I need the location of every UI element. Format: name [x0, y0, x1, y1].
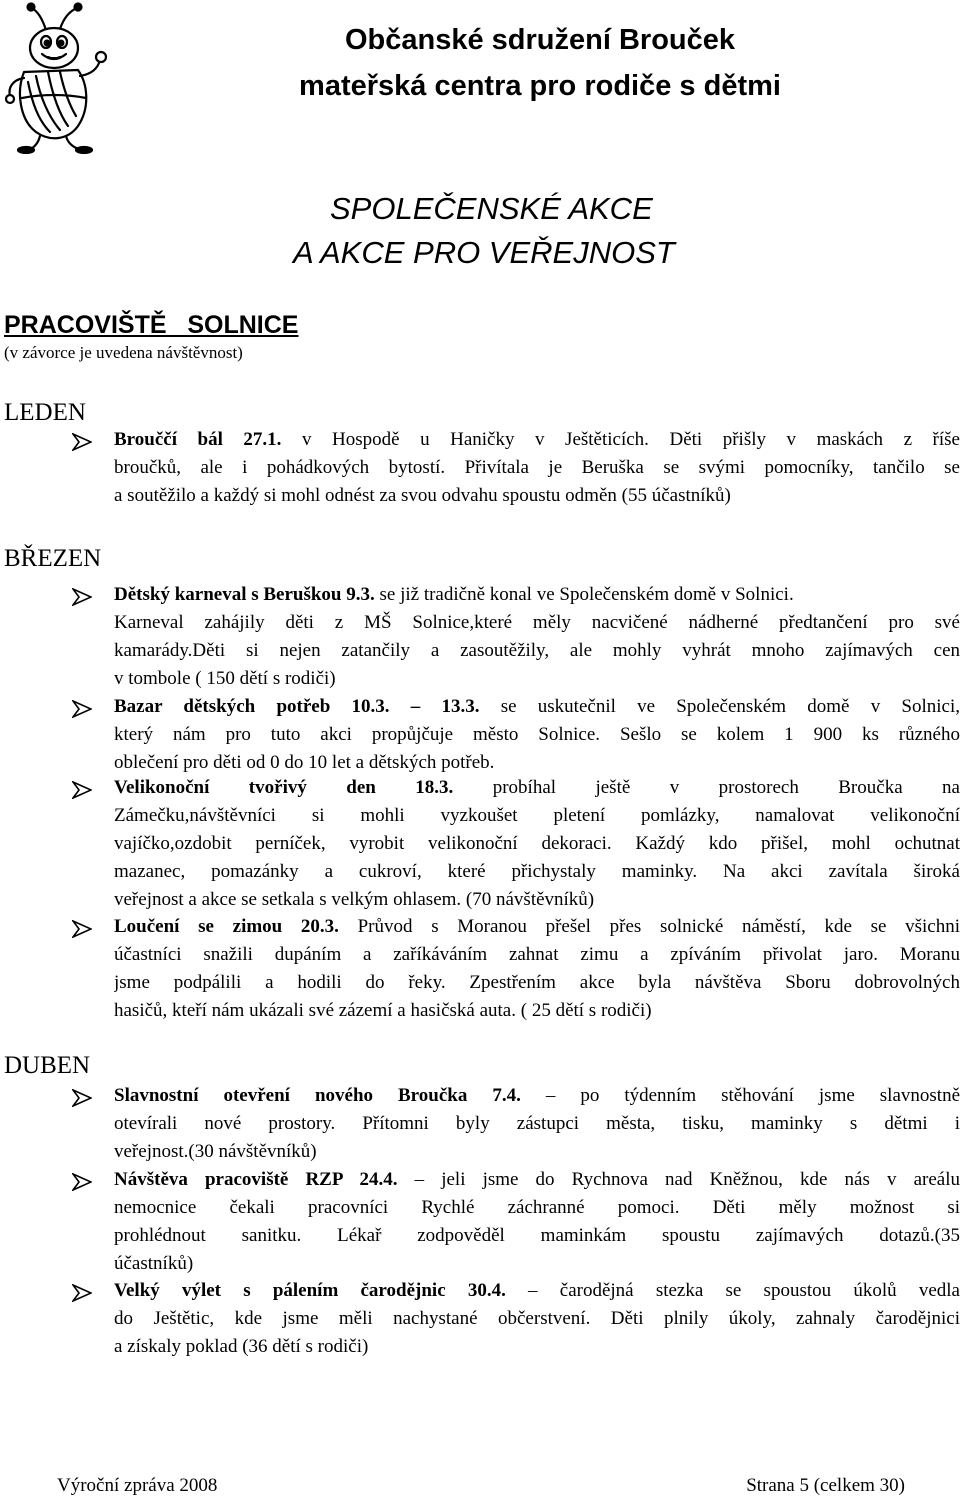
organization-name: Občanské sdružení Brouček	[344, 24, 736, 56]
event-line: Karneval zahájily děti z MŠ Solnice,které měly nacvičené nádherné předtančení pro své	[114, 612, 960, 633]
arrow-bullet-icon	[72, 433, 92, 451]
event-line: do Ještětic, kde jsme měli nachystané občerstvení. Děti plnily úkoly, zahnaly čarodějnici	[114, 1308, 960, 1329]
arrow-bullet-icon	[72, 588, 92, 606]
event-line: účastníků)	[114, 1253, 194, 1274]
month-heading-duben: DUBEN	[4, 1052, 91, 1079]
event-line: který nám pro tuto akci propůjčuje město Solnice. Sešlo se kolem 1 900 ks různého	[114, 724, 960, 745]
event-item-velikonocni	[72, 774, 960, 914]
footer-report-title: Výroční zpráva 2008	[57, 1475, 218, 1496]
event-item-karneval	[72, 581, 960, 693]
arrow-bullet-icon	[72, 1089, 92, 1107]
event-line: hasičů, kteří nám ukázali své zázemí a hasičská auta. ( 25 dětí s rodiči)	[114, 1000, 652, 1021]
event-item-bazar	[72, 693, 960, 777]
arrow-bullet-icon	[72, 1173, 92, 1191]
page-title-line1: SPOLEČENSKÉ AKCE	[330, 191, 653, 226]
event-line: a soutěžilo a každý si mohl odnést za svou odvahu spoustu odměn (55 účastníků)	[114, 485, 731, 506]
event-item-rzp	[72, 1166, 960, 1278]
page-title-line2: A AKCE PRO VEŘEJNOST	[293, 235, 675, 270]
footer-page-number: Strana 5 (celkem 30)	[746, 1475, 905, 1496]
event-line: účastníci snažili dupáním a zaříkáváním zahnat zimu a zpíváním přivolat jaro. Moranu	[114, 944, 960, 965]
event-line: Velký výlet s pálením čarodějnic 30.4. – čarodějná stezka se spoustou úkolů vedla	[114, 1280, 960, 1301]
month-heading-brezen: BŘEZEN	[4, 545, 102, 572]
event-line: Bazar dětských potřeb 10.3. – 13.3. se uskutečnil ve Společenském domě v Solnici,	[114, 696, 960, 717]
event-item-otevreni	[72, 1082, 960, 1166]
event-line: nemocnice čekali pracovníci Rychlé záchranné pomoci. Děti měly možnost si	[114, 1197, 960, 1218]
event-line: Návštěva pracoviště RZP 24.4. – jeli jsme do Rychnova nad Kněžnou, kde nás v areálu	[114, 1169, 960, 1190]
event-line: a získaly poklad (36 dětí s rodiči)	[114, 1336, 369, 1357]
month-heading-leden: LEDEN	[4, 399, 86, 426]
arrow-bullet-icon	[72, 700, 92, 718]
event-line: mazanec, pomazánky a cukroví, které přichystaly maminky. Na akci zavítala široká	[114, 861, 960, 882]
event-line: Velikonoční tvořivý den 18.3. probíhal ještě v prostorech Broučka na	[114, 777, 960, 798]
arrow-bullet-icon	[72, 781, 92, 799]
event-item-louceni	[72, 913, 960, 1025]
arrow-bullet-icon	[72, 1284, 92, 1302]
event-item-vylet	[72, 1277, 960, 1361]
event-line: kamarády.Děti si nejen zatančily a zasoutěžily, ale mohly vyhrát mnoho zajímavých cen	[114, 640, 960, 661]
event-line: Loučení se zimou 20.3. Průvod s Moranou přešel přes solnické náměstí, kde se všichni	[114, 916, 960, 937]
event-line: jsme podpálili a hodili do řeky. Zpestřením akce byla návštěva Sboru dobrovolných	[114, 972, 960, 993]
event-line: otevírali nové prostory. Přítomni byly zástupci města, tisku, maminky s dětmi i	[114, 1113, 960, 1134]
attendance-note: (v závorce je uvedena návštěvnost)	[4, 343, 243, 362]
event-line: Slavnostní otevření nového Broučka 7.4. – po týdenním stěhování jsme slavnostně	[114, 1085, 960, 1106]
event-line: broučků, ale i pohádkových bytostí. Přivítala je Beruška se svými pomocníky, tančilo se	[114, 457, 960, 478]
event-line: v tombole ( 150 dětí s rodiči)	[114, 668, 336, 689]
event-line: prohlédnout sanitku. Lékař zodpověděl maminkám spoustu zajímavých dotazů.(35	[114, 1225, 960, 1246]
event-line: veřejnost a akce se setkala s velkým ohlasem. (70 návštěvníků)	[114, 889, 595, 910]
beetle-mascot-logo	[2, 2, 112, 154]
arrow-bullet-icon	[72, 920, 92, 938]
workplace-heading: PRACOVIŠTĚ SOLNICE	[4, 311, 299, 339]
event-line: Brouččí bál 27.1. v Hospodě u Haničky v Ještěticích. Děti přišly v maskách z říše	[114, 429, 960, 450]
event-line: Dětský karneval s Beruškou 9.3. se již tradičně konal ve Společenském domě v Solnici.	[114, 584, 794, 605]
event-item-bal	[72, 426, 960, 510]
event-line: oblečení pro děti od 0 do 10 let a dětských potřeb.	[114, 752, 495, 773]
event-line: veřejnost.(30 návštěvníků)	[114, 1141, 317, 1162]
event-line: Zámečku,návštěvníci si mohli vyzkoušet pletení pomlázky, namalovat velikonoční	[114, 805, 960, 826]
event-line: vajíčko,ozdobit perníček, vyrobit velikonoční dekoraci. Každý kdo přišel, mohl ochutnat	[114, 833, 960, 854]
organization-subtitle: mateřská centra pro rodiče s dětmi	[299, 70, 781, 102]
